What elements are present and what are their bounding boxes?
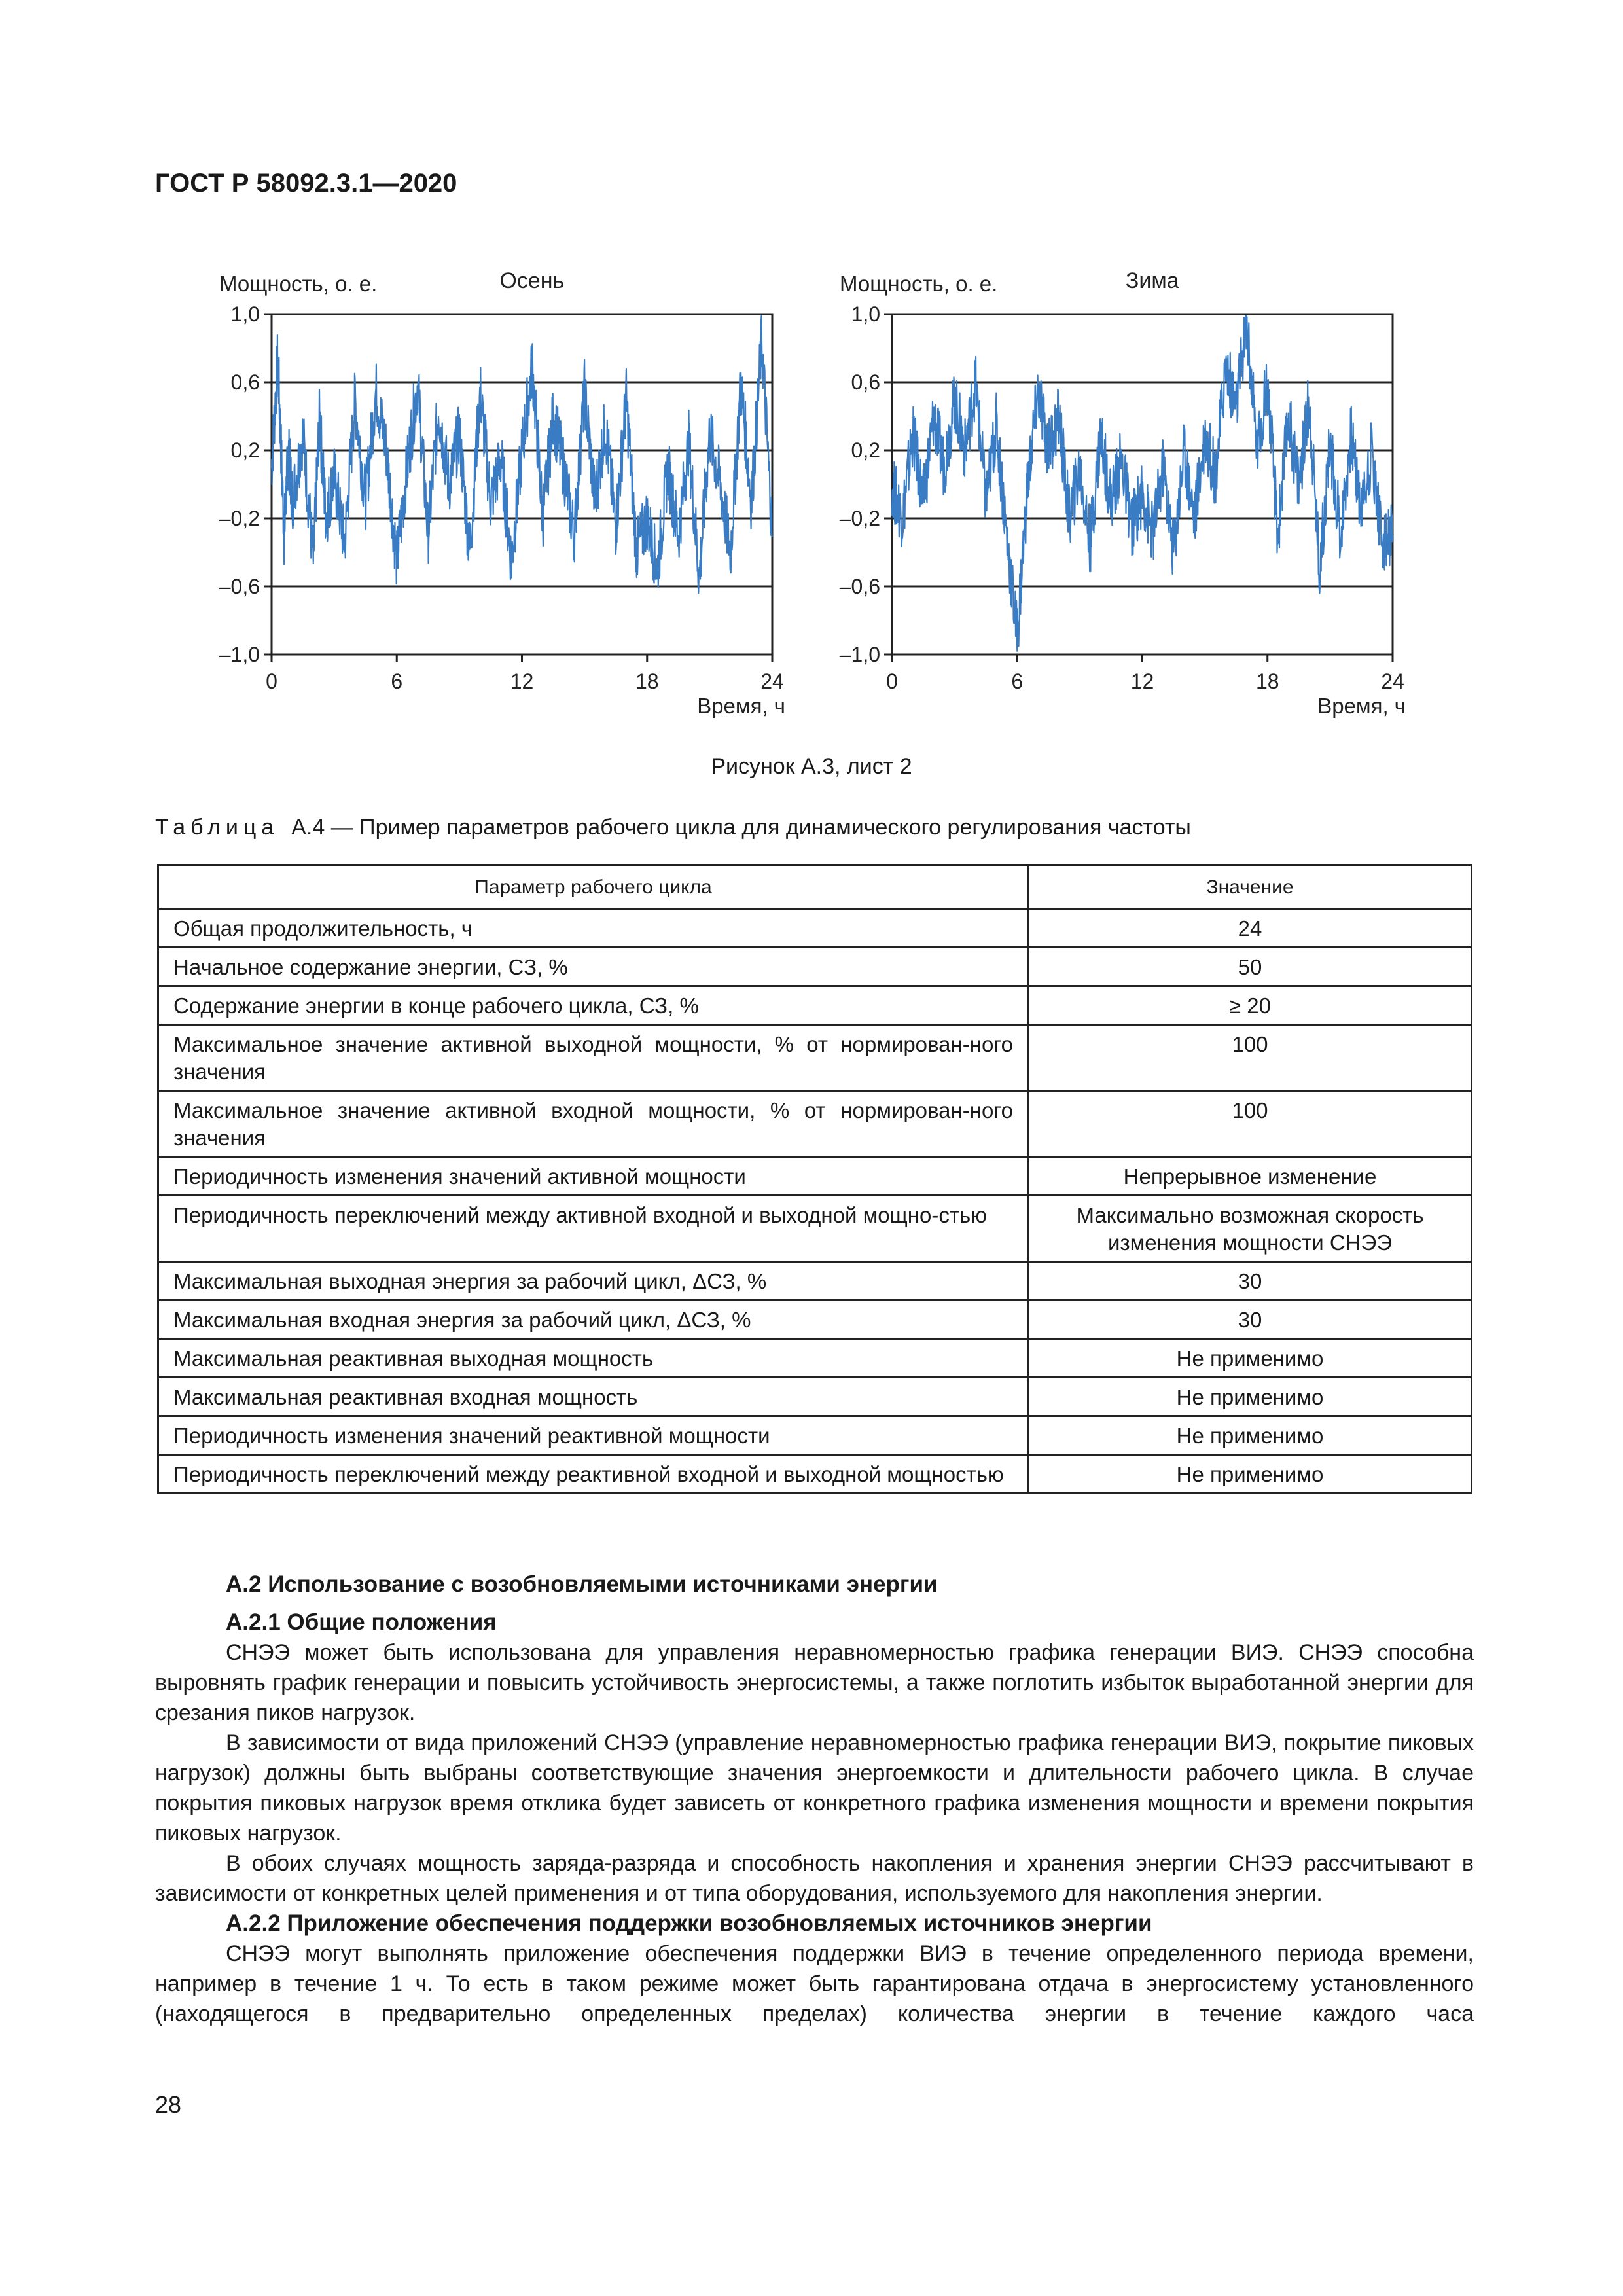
x-tick-label: 24	[1381, 670, 1404, 693]
parameter-cell: Максимальное значение активной входной мощности, % от нормирован-ного значения	[158, 1091, 1029, 1157]
section-a2	[155, 1570, 1474, 2029]
parameter-cell: Периодичность переключений между активной входной и выходной мощно-стью	[158, 1196, 1029, 1262]
y-tick-label: 0,2	[230, 439, 260, 462]
chart-autumn	[196, 259, 812, 730]
paragraph-a22-1: СНЭЭ могут выполнять приложение обеспечения поддержки ВИЭ в течение определенного периода времени, например в течение 1 ч. То есть в таком режиме может быть гарантирована отдача в энергосистему установленного (находящегося в предварительно определенных пределах) количества энергии в течение каждого часа	[155, 1941, 1474, 2026]
y-axis-label: Мощность, о. е.	[840, 272, 998, 296]
x-tick-label: 6	[391, 670, 403, 693]
table-row	[158, 909, 1472, 948]
header-parameter: Параметр рабочего цикла	[158, 865, 1029, 909]
parameters-table	[157, 864, 1472, 1494]
parameter-cell: Периодичность изменения значений активной мощности	[158, 1157, 1029, 1196]
table-row	[158, 1025, 1472, 1091]
table-row	[158, 1091, 1472, 1157]
x-tick-label: 18	[1255, 670, 1279, 693]
table-row	[158, 1157, 1472, 1196]
x-axis-label: Время, ч	[697, 694, 785, 718]
y-tick-label: 0,6	[230, 370, 260, 394]
y-tick-label: 0,6	[851, 370, 880, 394]
parameter-cell: Максимальная реактивная выходная мощность	[158, 1339, 1029, 1378]
y-tick-label: –1,0	[839, 643, 880, 666]
chart-winter	[817, 259, 1438, 730]
y-tick-label: 0,2	[851, 439, 880, 462]
chart-title: Зима	[1125, 268, 1179, 293]
paragraph-a21-3: В обоих случаях мощность заряда-разряда и способность накопления и хранения энергии СНЭЭ рассчитывают в зависимости от конкретных целей применения и от типа оборудования, используемого для накопления энергии.	[155, 1851, 1474, 1906]
paragraph-a21-2: В зависимости от вида приложений СНЭЭ (управление неравномерностью графика генерации ВИЭ, покрытие пиковых нагрузок) должны быть выбраны соответствующие значения энергоемкости и длительности рабочего цикла. В случае покрытия пиковых нагрузок время отклика будет зависеть от конкретного графика изменения мощности и времени покрытия пиковых нагрузок.	[155, 1731, 1474, 1846]
table-row	[158, 1378, 1472, 1416]
value-cell: 24	[1029, 909, 1472, 948]
x-tick-label: 12	[510, 670, 534, 693]
parameter-cell: Содержание энергии в конце рабочего цикла, СЗ, %	[158, 986, 1029, 1025]
table-row	[158, 986, 1472, 1025]
x-tick-label: 0	[886, 670, 898, 693]
parameter-cell: Максимальная входная энергия за рабочий цикл, ΔСЗ, %	[158, 1300, 1029, 1339]
chart-autumn-svg	[196, 259, 812, 730]
value-cell: 30	[1029, 1300, 1472, 1339]
table-row	[158, 1339, 1472, 1378]
table-row	[158, 1416, 1472, 1455]
table-row	[158, 1262, 1472, 1300]
y-tick-label: –1,0	[219, 643, 260, 666]
page-number: 28	[155, 2091, 182, 2118]
y-axis-label: Мощность, о. е.	[219, 272, 378, 296]
value-cell: Не применимо	[1029, 1339, 1472, 1378]
section-a2-title: А.2 Использование с возобновляемыми источниками энергии	[226, 1571, 938, 1597]
value-cell: Не применимо	[1029, 1455, 1472, 1494]
figure-caption: Рисунок А.3, лист 2	[711, 754, 912, 779]
parameter-cell: Максимальная выходная энергия за рабочий цикл, ΔСЗ, %	[158, 1262, 1029, 1300]
table-row	[158, 1300, 1472, 1339]
x-tick-label: 12	[1130, 670, 1154, 693]
parameter-cell: Общая продолжительность, ч	[158, 909, 1029, 948]
x-tick-label: 24	[760, 670, 784, 693]
section-a22-title: А.2.2 Приложение обеспечения поддержки возобновляемых источников энергии	[226, 1910, 1152, 1936]
value-cell: Максимально возможная скорость изменения мощности СНЭЭ	[1029, 1196, 1472, 1262]
table-header-row	[158, 865, 1472, 909]
document-header: ГОСТ Р 58092.3.1—2020	[155, 169, 457, 198]
x-tick-label: 0	[266, 670, 277, 693]
y-tick-label: –0,2	[219, 507, 260, 530]
y-tick-label: 1,0	[851, 302, 880, 326]
table-row	[158, 1455, 1472, 1494]
table-title-text: А.4 — Пример параметров рабочего цикла для динамического регулирования частоты	[291, 815, 1191, 840]
y-tick-label: –0,2	[839, 507, 880, 530]
value-cell: 100	[1029, 1025, 1472, 1091]
value-cell: 100	[1029, 1091, 1472, 1157]
value-cell: Не применимо	[1029, 1416, 1472, 1455]
series-line	[892, 316, 1393, 651]
y-tick-label: –0,6	[839, 575, 880, 598]
parameter-cell: Периодичность переключений между реактивной входной и выходной мощностью	[158, 1455, 1029, 1494]
x-axis-label: Время, ч	[1317, 694, 1406, 718]
header-value: Значение	[1029, 865, 1472, 909]
table-title	[155, 815, 1191, 840]
y-tick-label: –0,6	[219, 575, 260, 598]
table-row	[158, 1196, 1472, 1262]
value-cell: ≥ 20	[1029, 986, 1472, 1025]
value-cell: 50	[1029, 948, 1472, 986]
x-tick-label: 6	[1011, 670, 1024, 693]
chart-winter-svg	[817, 259, 1438, 730]
value-cell: 30	[1029, 1262, 1472, 1300]
y-tick-label: 1,0	[230, 302, 260, 326]
series-line	[272, 316, 772, 594]
parameter-cell: Периодичность изменения значений реактивной мощности	[158, 1416, 1029, 1455]
table-title-label: Таблица	[155, 815, 279, 840]
parameter-cell: Начальное содержание энергии, СЗ, %	[158, 948, 1029, 986]
value-cell: Непрерывное изменение	[1029, 1157, 1472, 1196]
parameter-cell: Максимальное значение активной выходной мощности, % от нормирован-ного значения	[158, 1025, 1029, 1091]
chart-title: Осень	[499, 268, 565, 293]
table-row	[158, 948, 1472, 986]
paragraph-a21-1: СНЭЭ может быть использована для управления неравномерностью графика генерации ВИЭ. СНЭЭ способна выровнять график генерации и повысить устойчивость энергосистемы, а также поглотить избыток выработанной энергии для срезания пиков нагрузок.	[155, 1640, 1474, 1725]
parameter-cell: Максимальная реактивная входная мощность	[158, 1378, 1029, 1416]
value-cell: Не применимо	[1029, 1378, 1472, 1416]
x-tick-label: 18	[635, 670, 659, 693]
section-a21-title: А.2.1 Общие положения	[226, 1609, 497, 1635]
